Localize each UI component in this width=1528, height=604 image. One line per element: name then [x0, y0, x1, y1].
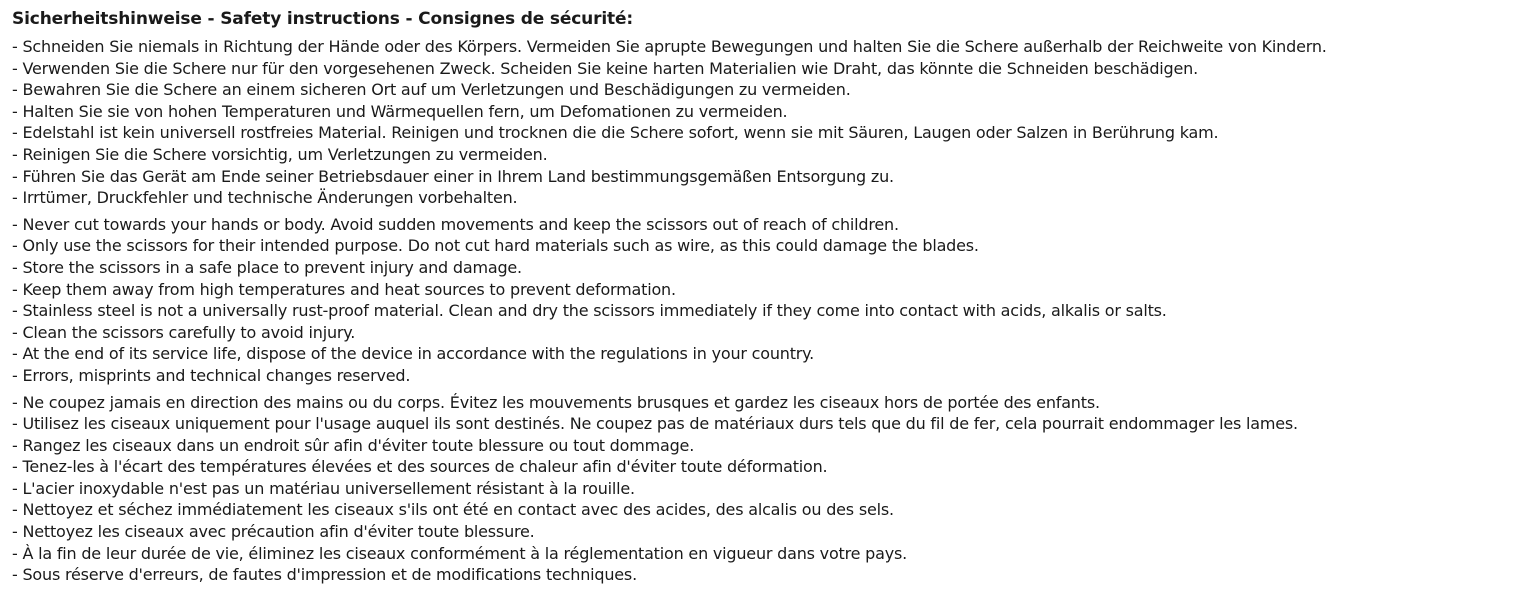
list-item: - Verwenden Sie die Schere nur für den vorgesehenen Zweck. Scheiden Sie keine harten Materialien wie Draht, das könnte die Schneiden beschädigen.: [12, 58, 1198, 78]
section-french: [12, 392, 1518, 586]
list-item: - Bewahren Sie die Schere an einem sicheren Ort auf um Verletzungen und Beschädigungen zu vermeiden.: [12, 80, 851, 100]
list-item: - Nettoyez les ciseaux avec précaution afin d'éviter toute blessure.: [12, 522, 535, 542]
list-item: - Sous réserve d'erreurs, de fautes d'impression et de modifications techniques.: [12, 565, 637, 585]
list-item: - Only use the scissors for their intended purpose. Do not cut hard materials such as wire, as this could damage the blades.: [12, 236, 979, 256]
list-item: - Halten Sie sie von hohen Temperaturen und Wärmequellen fern, um Defomationen zu vermeiden.: [12, 101, 788, 121]
list-item: - Rangez les ciseaux dans un endroit sûr afin d'éviter toute blessure ou tout dommage.: [12, 435, 695, 455]
list-item: - Irrtümer, Druckfehler und technische Änderungen vorbehalten.: [12, 188, 518, 208]
list-item: - Tenez-les à l'écart des températures élevées et des sources de chaleur afin d'éviter toute déformation.: [12, 457, 828, 477]
section-german: [12, 36, 1518, 209]
list-item: - Clean the scissors carefully to avoid injury.: [12, 322, 356, 342]
document-title: Sicherheitshinweise - Safety instructions - Consignes de sécurité:: [12, 9, 634, 29]
list-item: - Utilisez les ciseaux uniquement pour l'usage auquel ils sont destinés. Ne coupez pas de matériaux durs tels que du fil de fer, cela pourrait endommager les lames.: [12, 414, 1298, 434]
list-item: - À la fin de leur durée de vie, éliminez les ciseaux conformément à la réglementation en vigueur dans votre pays.: [12, 543, 908, 563]
list-item: - L'acier inoxydable n'est pas un matériau universellement résistant à la rouille.: [12, 478, 635, 498]
safety-instructions-document: [12, 8, 1518, 591]
list-item: - Keep them away from high temperatures and heat sources to prevent deformation.: [12, 279, 676, 299]
list-item: - Nettoyez et séchez immédiatement les ciseaux s'ils ont été en contact avec des acides, des alcalis ou des sels.: [12, 500, 894, 520]
list-item: - Reinigen Sie die Schere vorsichtig, um Verletzungen zu vermeiden.: [12, 144, 548, 164]
list-item: - Führen Sie das Gerät am Ende seiner Betriebsdauer einer in Ihrem Land bestimmungsgemäßen Entsorgung zu.: [12, 166, 894, 186]
list-item: - Stainless steel is not a universally rust-proof material. Clean and dry the scissors immediately if they come into contact with acids, alkalis or salts.: [12, 301, 1167, 321]
list-item: - Store the scissors in a safe place to prevent injury and damage.: [12, 257, 522, 277]
list-item: - Ne coupez jamais en direction des mains ou du corps. Évitez les mouvements brusques et gardez les ciseaux hors de portée des enfants.: [12, 392, 1100, 412]
list-item: - Never cut towards your hands or body. Avoid sudden movements and keep the scissors out of reach of children.: [12, 214, 899, 234]
list-item: - Edelstahl ist kein universell rostfreies Material. Reinigen und trocknen die die Schere sofort, wenn sie mit Säuren, Laugen oder Salzen in Berührung kam.: [12, 123, 1219, 143]
list-item: - At the end of its service life, dispose of the device in accordance with the regulations in your country.: [12, 344, 815, 364]
list-item: - Errors, misprints and technical changes reserved.: [12, 365, 411, 385]
section-english: [12, 214, 1518, 387]
list-item: - Schneiden Sie niemals in Richtung der Hände oder des Körpers. Vermeiden Sie aprupte Bewegungen und halten Sie die Schere außerhalb der Reichweite von Kindern.: [12, 37, 1327, 56]
